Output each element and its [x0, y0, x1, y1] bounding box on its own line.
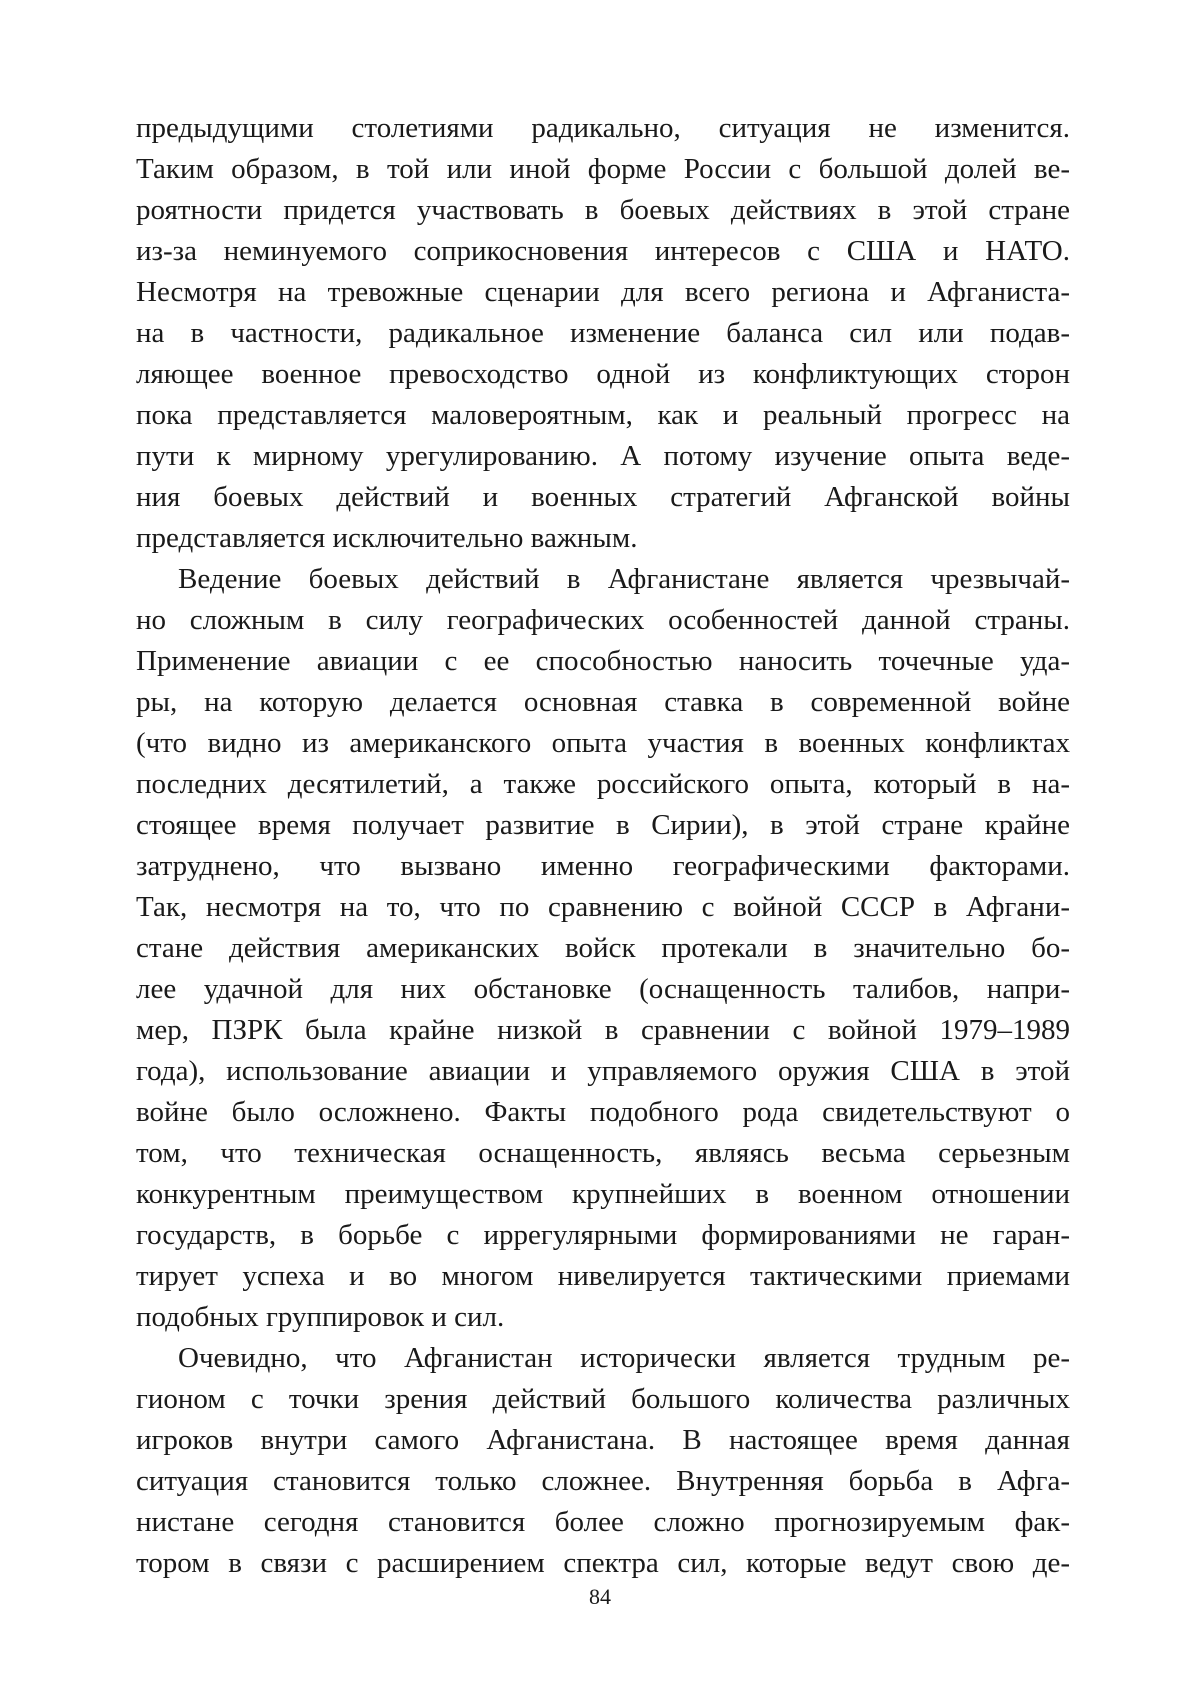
paragraph — [136, 108, 1070, 559]
text-line: Ведение боевых действий в Афганистане является чрезвычай- — [178, 563, 1070, 595]
page-number: 84 — [589, 1584, 611, 1609]
text-line: ния боевых действий и военных стратегий Афганской войны — [136, 481, 1070, 513]
text-line: гионом с точки зрения действий большого количества различных — [136, 1383, 1070, 1415]
text-line: государств, в борьбе с иррегулярными формированиями не гаран- — [136, 1219, 1070, 1251]
text-line: пока представляется маловероятным, как и реальный прогресс на — [136, 399, 1070, 431]
text-line: стоящее время получает развитие в Сирии), в этой стране крайне — [136, 809, 1070, 841]
text-line: на в частности, радикальное изменение баланса сил или подав- — [136, 317, 1070, 349]
text-line: последних десятилетий, а также российского опыта, который в на- — [136, 768, 1070, 800]
text-line: ры, на которую делается основная ставка в современной войне — [136, 686, 1070, 718]
text-line: Применение авиации с ее способностью наносить точечные уда- — [136, 645, 1070, 677]
text-line: войне было осложнено. Факты подобного рода свидетельствуют о — [136, 1096, 1070, 1128]
text-line: тором в связи с расширением спектра сил, которые ведут свою де- — [136, 1547, 1070, 1579]
text-line: том, что техническая оснащенность, являясь весьма серьезным — [136, 1137, 1070, 1169]
text-line: ситуация становится только сложнее. Внутренняя борьба в Афга- — [136, 1465, 1070, 1497]
text-line: Очевидно, что Афганистан исторически является трудным ре- — [178, 1342, 1070, 1374]
text-line: тирует успеха и во многом нивелируется тактическими приемами — [136, 1260, 1070, 1292]
text-line: из-за неминуемого соприкосновения интересов с США и НАТО. — [136, 235, 1070, 267]
text-line: стане действия американских войск протекали в значительно бо- — [136, 932, 1070, 964]
text-line: представляется исключительно важным. — [136, 522, 638, 554]
text-line: нистане сегодня становится более сложно прогнозируемым фак- — [136, 1506, 1070, 1538]
text-line: лее удачной для них обстановке (оснащенность талибов, напри- — [136, 973, 1070, 1005]
text-line: ляющее военное превосходство одной из конфликтующих сторон — [136, 358, 1070, 390]
text-line: года), использование авиации и управляемого оружия США в этой — [136, 1055, 1070, 1087]
text-line: но сложным в силу географических особенностей данной страны. — [136, 604, 1070, 636]
text-line: подобных группировок и сил. — [136, 1301, 505, 1333]
text-line: предыдущими столетиями радикально, ситуация не изменится. — [136, 112, 1070, 144]
paragraph — [136, 559, 1070, 1338]
text-line: пути к мирному урегулированию. А потому изучение опыта веде- — [136, 440, 1070, 472]
text-line: Таким образом, в той или иной форме России с большой долей ве- — [136, 153, 1070, 185]
text-line: роятности придется участвовать в боевых действиях в этой стране — [136, 194, 1070, 226]
text-line: конкурентным преимуществом крупнейших в военном отношении — [136, 1178, 1070, 1210]
text-line: Несмотря на тревожные сценарии для всего региона и Афганиста- — [136, 276, 1070, 308]
text-line: игроков внутри самого Афганистана. В настоящее время данная — [136, 1424, 1070, 1456]
text-line: Так, несмотря на то, что по сравнению с войной СССР в Афгани- — [136, 891, 1070, 923]
text-line: (что видно из американского опыта участия в военных конфликтах — [136, 727, 1070, 759]
text-line: затруднено, что вызвано именно географическими факторами. — [136, 850, 1070, 882]
paragraph — [136, 1338, 1070, 1584]
text-line: мер, ПЗРК была крайне низкой в сравнении с войной 1979–1989 — [136, 1014, 1070, 1046]
body-text — [136, 108, 1070, 1584]
